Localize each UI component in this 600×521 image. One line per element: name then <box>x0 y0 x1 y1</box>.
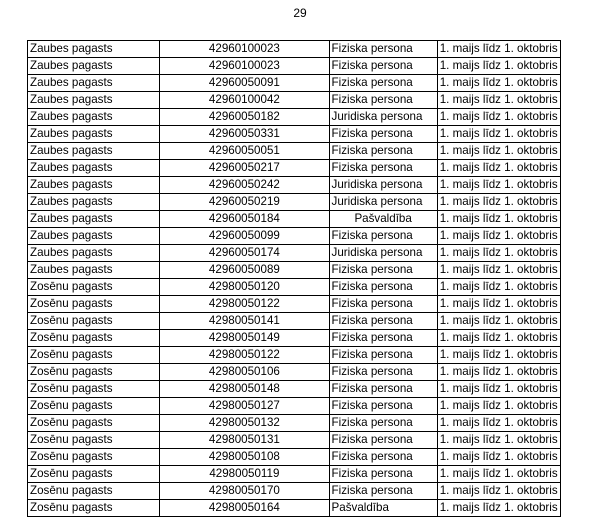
person-type-cell: Fiziska persona <box>329 296 437 313</box>
parish-cell: Zaubes pagasts <box>28 75 160 92</box>
cadastre-number-cell: 42960100023 <box>160 41 329 58</box>
cadastre-number-cell: 42980050131 <box>160 432 329 449</box>
table-row <box>28 381 561 398</box>
table-row <box>28 432 561 449</box>
parish-cell: Zaubes pagasts <box>28 109 160 126</box>
table-row <box>28 228 561 245</box>
period-cell: 1. maijs līdz 1. oktobris <box>437 92 560 109</box>
parish-cell: Zosēnu pagasts <box>28 483 160 500</box>
person-type-cell: Fiziska persona <box>329 466 437 483</box>
cadastre-number-cell: 42980050170 <box>160 483 329 500</box>
table-row <box>28 211 561 228</box>
person-type-cell: Fiziska persona <box>329 92 437 109</box>
parish-cell: Zosēnu pagasts <box>28 296 160 313</box>
cadastre-number-cell: 42960050099 <box>160 228 329 245</box>
cadastre-number-cell: 42960050182 <box>160 109 329 126</box>
parish-register-table <box>27 40 561 517</box>
person-type-cell: Fiziska persona <box>329 381 437 398</box>
cadastre-number-cell: 42960050091 <box>160 75 329 92</box>
parish-cell: Zosēnu pagasts <box>28 347 160 364</box>
parish-cell: Zaubes pagasts <box>28 160 160 177</box>
cadastre-number-cell: 42980050132 <box>160 415 329 432</box>
period-cell: 1. maijs līdz 1. oktobris <box>437 143 560 160</box>
person-type-cell: Fiziska persona <box>329 330 437 347</box>
table-row <box>28 347 561 364</box>
table-row <box>28 177 561 194</box>
table-row <box>28 109 561 126</box>
person-type-cell: Pašvaldība <box>329 211 437 228</box>
parish-cell: Zaubes pagasts <box>28 262 160 279</box>
period-cell: 1. maijs līdz 1. oktobris <box>437 296 560 313</box>
person-type-cell: Fiziska persona <box>329 415 437 432</box>
person-type-cell: Fiziska persona <box>329 41 437 58</box>
person-type-cell: Fiziska persona <box>329 126 437 143</box>
person-type-cell: Fiziska persona <box>329 364 437 381</box>
table-row <box>28 92 561 109</box>
period-cell: 1. maijs līdz 1. oktobris <box>437 126 560 143</box>
cadastre-number-cell: 42980050106 <box>160 364 329 381</box>
period-cell: 1. maijs līdz 1. oktobris <box>437 160 560 177</box>
cadastre-number-cell: 42960100042 <box>160 92 329 109</box>
person-type-cell: Juridiska persona <box>329 194 437 211</box>
period-cell: 1. maijs līdz 1. oktobris <box>437 381 560 398</box>
period-cell: 1. maijs līdz 1. oktobris <box>437 245 560 262</box>
person-type-cell: Fiziska persona <box>329 58 437 75</box>
cadastre-number-cell: 42980050120 <box>160 279 329 296</box>
period-cell: 1. maijs līdz 1. oktobris <box>437 58 560 75</box>
period-cell: 1. maijs līdz 1. oktobris <box>437 177 560 194</box>
cadastre-number-cell: 42960050174 <box>160 245 329 262</box>
parish-cell: Zosēnu pagasts <box>28 364 160 381</box>
parish-cell: Zosēnu pagasts <box>28 381 160 398</box>
person-type-cell: Fiziska persona <box>329 75 437 92</box>
cadastre-number-cell: 42960050051 <box>160 143 329 160</box>
parish-cell: Zaubes pagasts <box>28 177 160 194</box>
table-row <box>28 41 561 58</box>
period-cell: 1. maijs līdz 1. oktobris <box>437 432 560 449</box>
person-type-cell: Fiziska persona <box>329 279 437 296</box>
cadastre-number-cell: 42980050108 <box>160 449 329 466</box>
table-row <box>28 330 561 347</box>
cadastre-number-cell: 42980050149 <box>160 330 329 347</box>
period-cell: 1. maijs līdz 1. oktobris <box>437 500 560 517</box>
period-cell: 1. maijs līdz 1. oktobris <box>437 279 560 296</box>
parish-cell: Zosēnu pagasts <box>28 398 160 415</box>
table-row <box>28 449 561 466</box>
table-row <box>28 466 561 483</box>
cadastre-number-cell: 42960050242 <box>160 177 329 194</box>
cadastre-number-cell: 42960100023 <box>160 58 329 75</box>
parish-cell: Zaubes pagasts <box>28 92 160 109</box>
table-row <box>28 126 561 143</box>
period-cell: 1. maijs līdz 1. oktobris <box>437 228 560 245</box>
table-row <box>28 500 561 517</box>
parish-cell: Zaubes pagasts <box>28 194 160 211</box>
parish-cell: Zosēnu pagasts <box>28 279 160 296</box>
table-row <box>28 262 561 279</box>
parish-cell: Zaubes pagasts <box>28 58 160 75</box>
person-type-cell: Fiziska persona <box>329 313 437 330</box>
table-row <box>28 296 561 313</box>
table-row <box>28 364 561 381</box>
parish-cell: Zosēnu pagasts <box>28 330 160 347</box>
cadastre-number-cell: 42980050127 <box>160 398 329 415</box>
table-row <box>28 415 561 432</box>
person-type-cell: Fiziska persona <box>329 347 437 364</box>
cadastre-number-cell: 42980050122 <box>160 347 329 364</box>
period-cell: 1. maijs līdz 1. oktobris <box>437 109 560 126</box>
parish-cell: Zosēnu pagasts <box>28 313 160 330</box>
cadastre-number-cell: 42980050119 <box>160 466 329 483</box>
person-type-cell: Pašvaldība <box>329 500 437 517</box>
table-row <box>28 160 561 177</box>
parish-cell: Zaubes pagasts <box>28 211 160 228</box>
period-cell: 1. maijs līdz 1. oktobris <box>437 415 560 432</box>
period-cell: 1. maijs līdz 1. oktobris <box>437 194 560 211</box>
parish-cell: Zosēnu pagasts <box>28 432 160 449</box>
parish-cell: Zosēnu pagasts <box>28 466 160 483</box>
cadastre-number-cell: 42960050089 <box>160 262 329 279</box>
table-row <box>28 313 561 330</box>
table-row <box>28 143 561 160</box>
cadastre-number-cell: 42980050122 <box>160 296 329 313</box>
parish-cell: Zaubes pagasts <box>28 143 160 160</box>
person-type-cell: Juridiska persona <box>329 109 437 126</box>
person-type-cell: Fiziska persona <box>329 160 437 177</box>
period-cell: 1. maijs līdz 1. oktobris <box>437 466 560 483</box>
person-type-cell: Fiziska persona <box>329 143 437 160</box>
cadastre-number-cell: 42980050148 <box>160 381 329 398</box>
period-cell: 1. maijs līdz 1. oktobris <box>437 330 560 347</box>
cadastre-number-cell: 42960050184 <box>160 211 329 228</box>
parish-cell: Zosēnu pagasts <box>28 415 160 432</box>
person-type-cell: Fiziska persona <box>329 449 437 466</box>
parish-cell: Zosēnu pagasts <box>28 500 160 517</box>
table-row <box>28 483 561 500</box>
person-type-cell: Juridiska persona <box>329 177 437 194</box>
table-row <box>28 194 561 211</box>
parish-cell: Zosēnu pagasts <box>28 449 160 466</box>
cadastre-number-cell: 42980050164 <box>160 500 329 517</box>
table-row <box>28 398 561 415</box>
person-type-cell: Fiziska persona <box>329 398 437 415</box>
table-row <box>28 279 561 296</box>
parish-cell: Zaubes pagasts <box>28 41 160 58</box>
period-cell: 1. maijs līdz 1. oktobris <box>437 313 560 330</box>
period-cell: 1. maijs līdz 1. oktobris <box>437 364 560 381</box>
person-type-cell: Fiziska persona <box>329 262 437 279</box>
period-cell: 1. maijs līdz 1. oktobris <box>437 262 560 279</box>
table-body <box>28 41 561 517</box>
parish-cell: Zaubes pagasts <box>28 245 160 262</box>
period-cell: 1. maijs līdz 1. oktobris <box>437 347 560 364</box>
period-cell: 1. maijs līdz 1. oktobris <box>437 75 560 92</box>
table-row <box>28 58 561 75</box>
period-cell: 1. maijs līdz 1. oktobris <box>437 449 560 466</box>
parish-cell: Zaubes pagasts <box>28 126 160 143</box>
table-row <box>28 245 561 262</box>
period-cell: 1. maijs līdz 1. oktobris <box>437 483 560 500</box>
cadastre-number-cell: 42980050141 <box>160 313 329 330</box>
person-type-cell: Fiziska persona <box>329 432 437 449</box>
person-type-cell: Fiziska persona <box>329 228 437 245</box>
period-cell: 1. maijs līdz 1. oktobris <box>437 41 560 58</box>
table-row <box>28 75 561 92</box>
period-cell: 1. maijs līdz 1. oktobris <box>437 211 560 228</box>
period-cell: 1. maijs līdz 1. oktobris <box>437 398 560 415</box>
cadastre-number-cell: 42960050217 <box>160 160 329 177</box>
page-number: 29 <box>293 6 307 20</box>
person-type-cell: Fiziska persona <box>329 483 437 500</box>
parish-cell: Zaubes pagasts <box>28 228 160 245</box>
cadastre-number-cell: 42960050219 <box>160 194 329 211</box>
cadastre-number-cell: 42960050331 <box>160 126 329 143</box>
person-type-cell: Juridiska persona <box>329 245 437 262</box>
